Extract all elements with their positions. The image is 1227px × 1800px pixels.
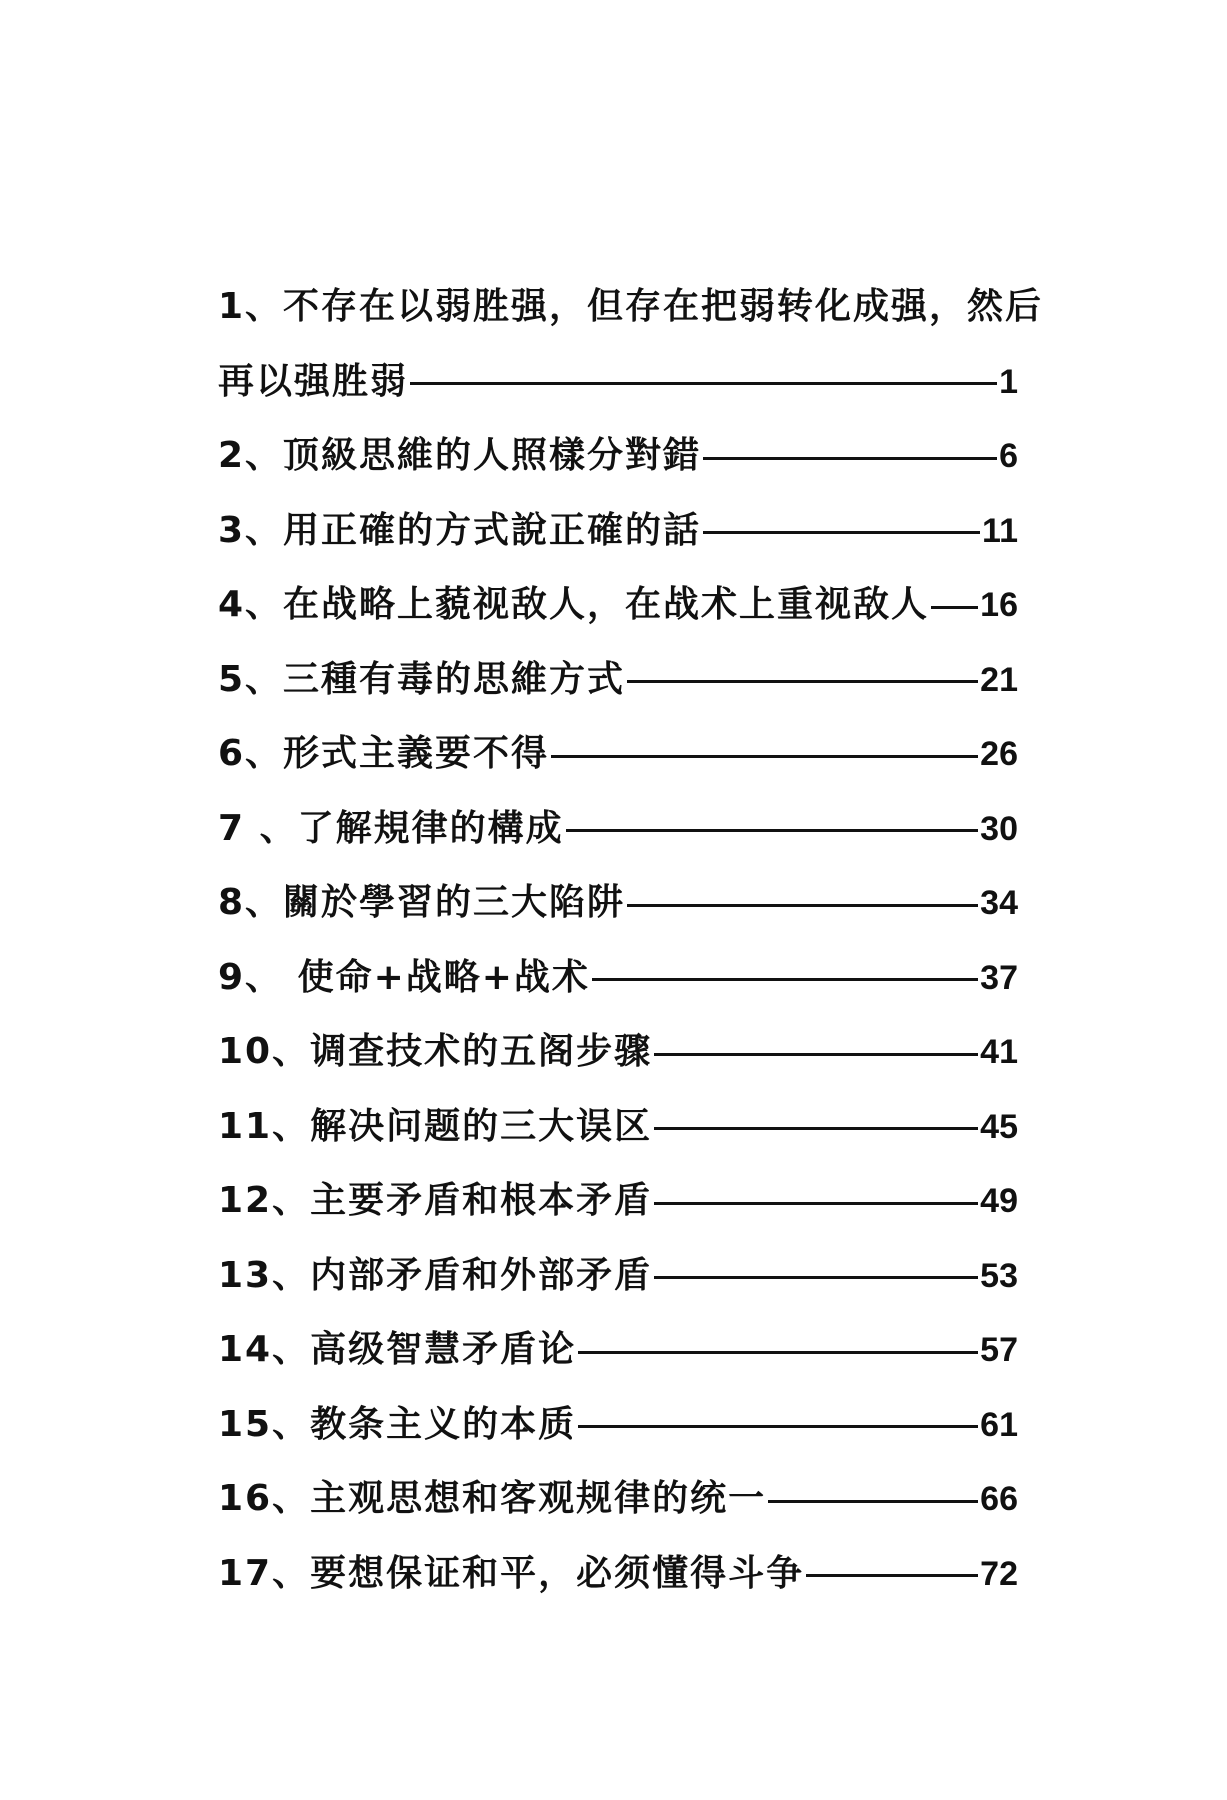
toc-entry-title: 5、三種有毒的思維方式: [218, 658, 626, 700]
toc-entry-title: 15、教条主义的本质: [218, 1403, 577, 1445]
toc-entry-title: 12、主要矛盾和根本矛盾: [218, 1180, 653, 1222]
toc-entry-title: 11、解决问题的三大误区: [218, 1105, 653, 1147]
toc-entry: [218, 792, 1018, 867]
toc-entry-page-number: 16: [980, 586, 1018, 625]
toc-entry-title: 8、關於學習的三大陷阱: [218, 882, 626, 924]
toc-entry-page-number: 21: [980, 660, 1018, 699]
leader-line: [578, 1425, 978, 1428]
leader-line: [627, 904, 978, 907]
toc-entry-page-number: 37: [980, 958, 1018, 997]
toc-entry-page-number: 6: [999, 437, 1018, 476]
toc-entry-title: 9、 使命+战略+战术: [218, 956, 590, 998]
toc-entry: [218, 643, 1018, 718]
leader-line: [654, 1127, 978, 1130]
toc-entry-title: 4、在战略上藐视敌人，在战术上重视敌人: [218, 584, 930, 626]
toc-entry: [218, 1462, 1018, 1537]
toc-entry-page-number: 11: [982, 511, 1018, 550]
toc-entry: [218, 866, 1018, 941]
toc-entry-page-number: 30: [980, 809, 1018, 848]
toc-entry: [218, 1313, 1018, 1388]
leader-line: [410, 382, 997, 385]
toc-entry-title: 17、要想保证和平，必须懂得斗争: [218, 1552, 805, 1594]
toc-entry-page-number: 34: [980, 884, 1018, 923]
leader-line: [806, 1574, 978, 1577]
toc-entry-title: 2、顶級思維的人照樣分對錯: [218, 435, 702, 477]
toc-entry-title-continuation: 再以强胜弱: [218, 360, 409, 402]
toc-entry-title: 13、内部矛盾和外部矛盾: [218, 1254, 653, 1296]
leader-line: [931, 606, 978, 609]
leader-line: [578, 1351, 978, 1354]
toc-entry-page-number: 72: [980, 1554, 1018, 1593]
toc-entry-title: 3、用正確的方式說正確的話: [218, 509, 702, 551]
toc-entry-title: 16、主观思想和客观规律的统一: [218, 1478, 767, 1520]
toc-entry-page-number: 41: [980, 1033, 1018, 1072]
leader-line: [768, 1500, 978, 1503]
toc-entry: [218, 1388, 1018, 1463]
leader-line: [654, 1053, 978, 1056]
toc-entry: [218, 1015, 1018, 1090]
toc-entry-title: 6、形式主義要不得: [218, 733, 550, 775]
toc-entry: [218, 419, 1018, 494]
toc-entry-page-number: 45: [980, 1107, 1018, 1146]
toc-entry: [218, 941, 1018, 1016]
toc-entry: [218, 568, 1018, 643]
toc-entry-title: 14、高级智慧矛盾论: [218, 1329, 577, 1371]
toc-entry: [218, 1537, 1018, 1612]
toc-entry-page-number: 1: [999, 362, 1018, 401]
toc-entry: [218, 717, 1018, 792]
leader-line: [654, 1276, 978, 1279]
toc-entry-1-line-2: [218, 345, 1018, 420]
toc-entry-page-number: 53: [980, 1256, 1018, 1295]
toc-entry-page-number: 61: [980, 1405, 1018, 1444]
table-of-contents: [218, 270, 1044, 1611]
leader-line: [703, 531, 980, 534]
leader-line: [566, 829, 979, 832]
leader-line: [551, 755, 978, 758]
toc-entry-page-number: 57: [980, 1331, 1018, 1370]
toc-entry-page-number: 66: [980, 1480, 1018, 1519]
toc-entry-title: 10、调查技术的五阁步骤: [218, 1031, 653, 1073]
toc-entry-title: 7 、了解規律的構成: [218, 807, 564, 849]
leader-line: [627, 680, 978, 683]
toc-entry: [218, 494, 1018, 569]
toc-entry-page-number: 49: [980, 1182, 1018, 1221]
leader-line: [654, 1202, 978, 1205]
toc-entry-title: 1、不存在以弱胜强，但存在把弱转化成强，然后: [218, 286, 1044, 328]
toc-entry-page-number: 26: [980, 735, 1018, 774]
toc-entry: [218, 1090, 1018, 1165]
leader-line: [703, 457, 997, 460]
toc-entry-1-line-1: [218, 270, 1044, 345]
toc-entry: [218, 1164, 1018, 1239]
leader-line: [592, 978, 978, 981]
toc-entry: [218, 1239, 1018, 1314]
